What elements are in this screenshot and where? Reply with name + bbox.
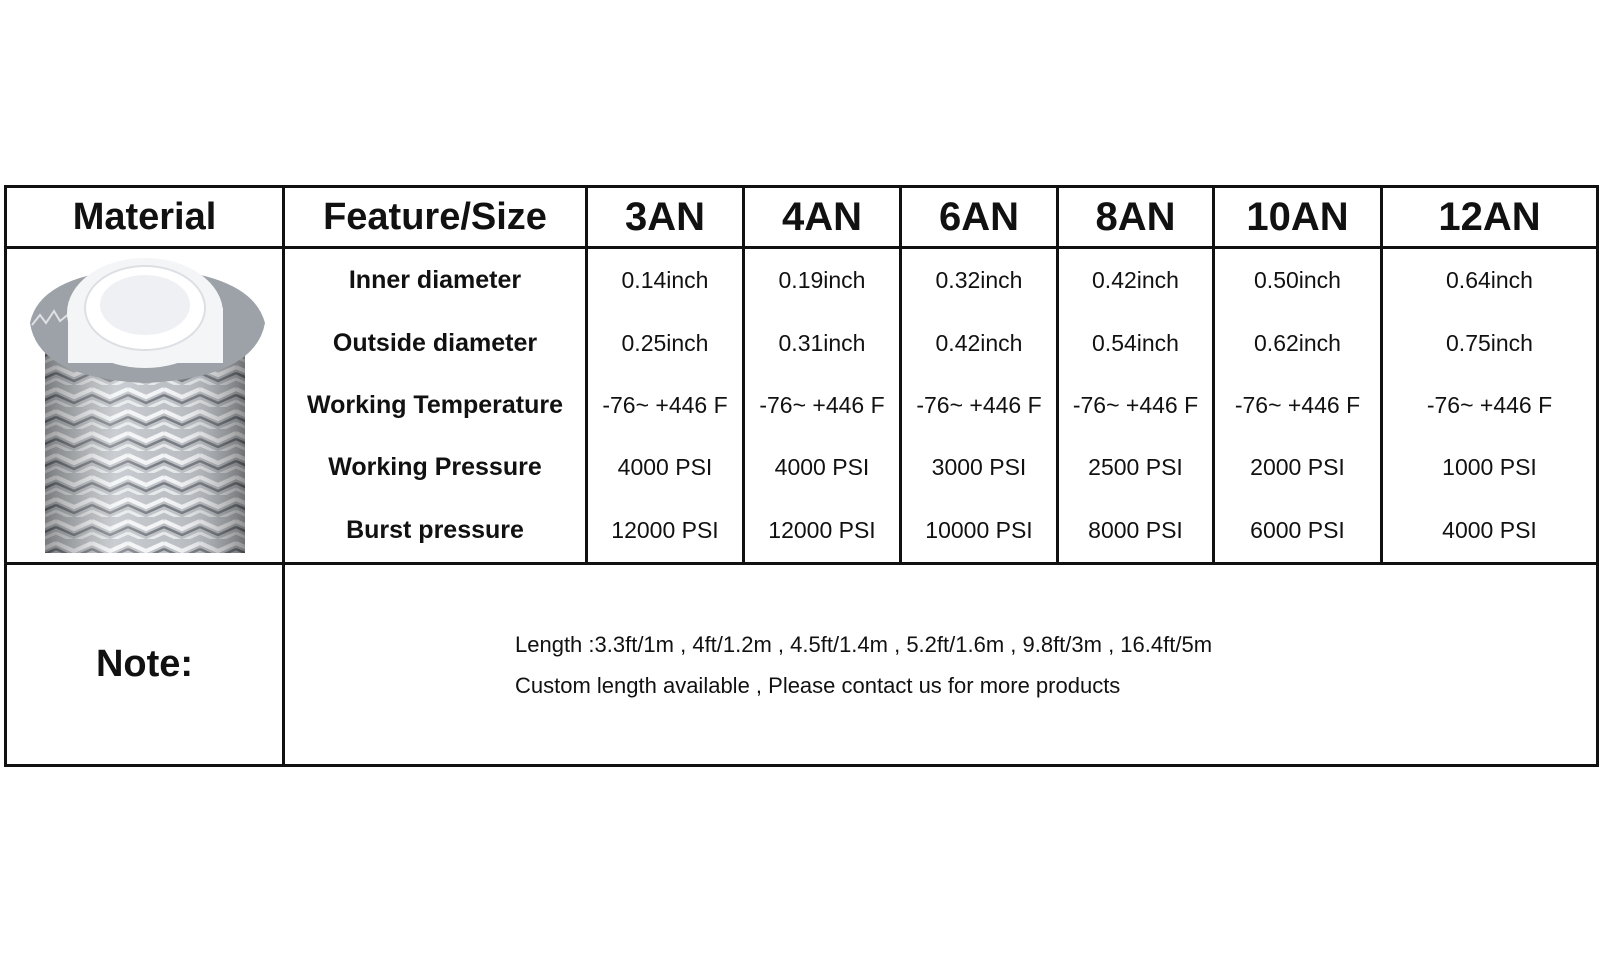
- cell-value: 2500 PSI: [1088, 454, 1183, 481]
- note-row: [6, 564, 1598, 766]
- feature-working-pressure: Working Pressure: [328, 453, 542, 482]
- cell-value: 12000 PSI: [768, 516, 876, 543]
- cell-value: -76~ +446 F: [1234, 391, 1361, 418]
- header-size: 10AN: [1214, 187, 1382, 248]
- header-row: [6, 187, 1598, 248]
- cell-value: 0.42inch: [935, 329, 1023, 356]
- cell-value: 1000 PSI: [1442, 454, 1537, 481]
- header-size: 12AN: [1382, 187, 1598, 248]
- size-column-8an: [1058, 248, 1214, 564]
- cell-value: 0.64inch: [1446, 267, 1533, 294]
- cell-value: -76~ +446 F: [1426, 391, 1553, 418]
- cell-value: -76~ +446 F: [759, 391, 885, 418]
- header-size: 6AN: [901, 187, 1058, 248]
- header-material: Material: [6, 187, 284, 248]
- size-column-10an: [1214, 248, 1382, 564]
- size-column-12an: [1382, 248, 1598, 564]
- cell-value: 0.14inch: [621, 267, 709, 294]
- cell-value: 0.42inch: [1092, 267, 1179, 294]
- size-column-6an: [901, 248, 1058, 564]
- cell-value: -76~ +446 F: [602, 391, 728, 418]
- note-line-custom: Custom length available , Please contact us for more products: [515, 672, 1121, 698]
- spec-row: [6, 248, 1598, 564]
- note-line-length: Length :3.3ft/1m , 4ft/1.2m , 4.5ft/1.4m , 5.2ft/1.6m , 9.8ft/3m , 16.4ft/5m: [515, 631, 1213, 657]
- cell-value: 0.19inch: [778, 267, 866, 294]
- header-size: 3AN: [587, 187, 744, 248]
- note-label: Note:: [6, 564, 284, 766]
- size-column-3an: [587, 248, 744, 564]
- cell-value: -76~ +446 F: [1072, 391, 1199, 418]
- cell-value: 12000 PSI: [611, 516, 719, 543]
- cell-value: 0.54inch: [1092, 329, 1179, 356]
- cell-value: 10000 PSI: [925, 516, 1033, 543]
- feature-working-temperature: Working Temperature: [306, 390, 564, 419]
- cell-value: 4000 PSI: [1442, 516, 1537, 543]
- feature-outside-diameter: Outside diameter: [332, 328, 538, 357]
- feature-inner-diameter: Inner diameter: [348, 266, 522, 295]
- note-content: [284, 564, 1598, 766]
- cell-value: 0.32inch: [935, 267, 1023, 294]
- cell-value: 4000 PSI: [617, 454, 713, 481]
- spec-table: [4, 185, 1599, 767]
- cell-value: 0.50inch: [1254, 267, 1341, 294]
- braided-hose-image: [20, 253, 270, 553]
- material-image-cell: [6, 248, 284, 564]
- feature-burst-pressure: Burst pressure: [346, 515, 524, 544]
- header-size: 4AN: [744, 187, 901, 248]
- header-feature-size: Feature/Size: [284, 187, 587, 248]
- feature-labels-cell: [284, 248, 587, 564]
- cell-value: 8000 PSI: [1088, 516, 1183, 543]
- cell-value: 0.75inch: [1446, 329, 1533, 356]
- cell-value: 0.62inch: [1254, 329, 1341, 356]
- cell-value: 2000 PSI: [1250, 454, 1345, 481]
- size-column-4an: [744, 248, 901, 564]
- cell-value: 0.31inch: [778, 329, 866, 356]
- cell-value: -76~ +446 F: [916, 391, 1042, 418]
- header-size: 8AN: [1058, 187, 1214, 248]
- cell-value: 3000 PSI: [931, 454, 1027, 481]
- cell-value: 0.25inch: [621, 329, 709, 356]
- cell-value: 6000 PSI: [1250, 516, 1345, 543]
- cell-value: 4000 PSI: [774, 454, 870, 481]
